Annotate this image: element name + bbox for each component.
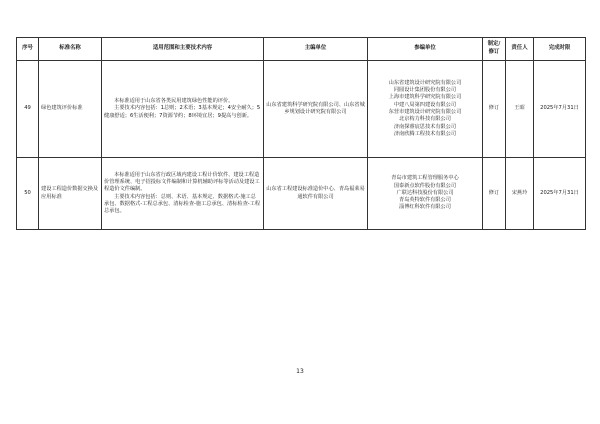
participant: 广联达科技股份有限公司 bbox=[396, 189, 454, 196]
participant: 山东省建筑设计研究院有限公司 bbox=[388, 79, 462, 86]
cell-seq: 50 bbox=[17, 158, 39, 230]
header-scope: 适用范围和主要技术内容 bbox=[102, 38, 264, 61]
cell-scope bbox=[102, 158, 264, 230]
participant: 中建八局第四建设有限公司 bbox=[393, 101, 457, 108]
cell-type: 修订 bbox=[483, 158, 506, 230]
participant: 上海市建筑科学研究院有限公司 bbox=[388, 94, 462, 101]
participant: 北京构力科技有限公司 bbox=[399, 116, 451, 123]
header-type: 制定/修订 bbox=[483, 38, 506, 61]
scope-paragraph: 主要技术内容包括：1总则；2术语；3基本规定；4安全耐久；5健康舒适；6生活便利；7资源节约；8环境宜居；9提高与创新。 bbox=[104, 105, 261, 119]
participant: 济南探睿宸思技术有限公司 bbox=[393, 123, 457, 130]
header-lead-unit: 主编单位 bbox=[264, 38, 368, 61]
cell-seq: 49 bbox=[17, 61, 39, 158]
cell-owner: 宋燕玲 bbox=[506, 158, 534, 230]
cell-deadline: 2025年7月31日 bbox=[534, 61, 586, 158]
participant: 青岛英特软件有限公司 bbox=[399, 197, 451, 204]
cell-lead-unit: 山东省工程建设标准造价中心、青岛福莱易通软件有限公司 bbox=[264, 158, 368, 230]
header-deadline: 完成时限 bbox=[534, 38, 586, 61]
participant: 济南欣腾工程技术有限公司 bbox=[393, 130, 457, 137]
scope-paragraph: 本标准适用于山东省各类民用建筑绿色性能的评价。 bbox=[114, 98, 234, 105]
scope-paragraph: 本标准适用于山东省行政区域内建设工程计价软件、建设工程造价管理系统、电子招投标文件编制和计算机辅助评标等活动及建设工程造价文件编制。 bbox=[104, 171, 260, 193]
cell-standard-name: 建设工程造价数据交换及应用标准 bbox=[39, 158, 102, 230]
cell-lead-unit: 山东省建筑科学研究院有限公司、山东省城乡规划设计研究院有限公司 bbox=[264, 61, 368, 158]
cell-scope bbox=[102, 61, 264, 158]
participant: 青岛市建筑工程管理服务中心 bbox=[391, 175, 459, 182]
table-header-row bbox=[17, 38, 586, 61]
table-row bbox=[17, 61, 586, 158]
participant: 国泰新点软件股份有限公司 bbox=[393, 182, 457, 189]
page-number: 13 bbox=[296, 368, 304, 375]
cell-type: 修订 bbox=[483, 61, 506, 158]
header-name: 标准名称 bbox=[39, 38, 102, 61]
cell-participants bbox=[368, 61, 483, 158]
standards-table bbox=[16, 37, 586, 230]
cell-participants bbox=[368, 158, 483, 230]
header-seq: 序号 bbox=[17, 38, 39, 61]
cell-standard-name: 绿色建筑评价标准 bbox=[39, 61, 102, 158]
scope-paragraph: 主要技术内容包括：总则、术语、基本规定、数据格式-施工总承包、数据格式-工程总承包、清标检查-施工总承包、清标检查-工程总承包。 bbox=[104, 193, 261, 215]
participant: 淄博红科软件有限公司 bbox=[399, 204, 451, 211]
participant: 同圆设计集团股份有限公司 bbox=[393, 87, 457, 94]
header-participants: 参编单位 bbox=[368, 38, 483, 61]
participant: 东营市建筑设计研究院有限公司 bbox=[388, 109, 462, 115]
table-row bbox=[17, 158, 586, 230]
cell-owner: 王昭 bbox=[506, 61, 534, 158]
cell-deadline: 2025年7月31日 bbox=[534, 158, 586, 230]
header-owner: 责任人 bbox=[506, 38, 534, 61]
